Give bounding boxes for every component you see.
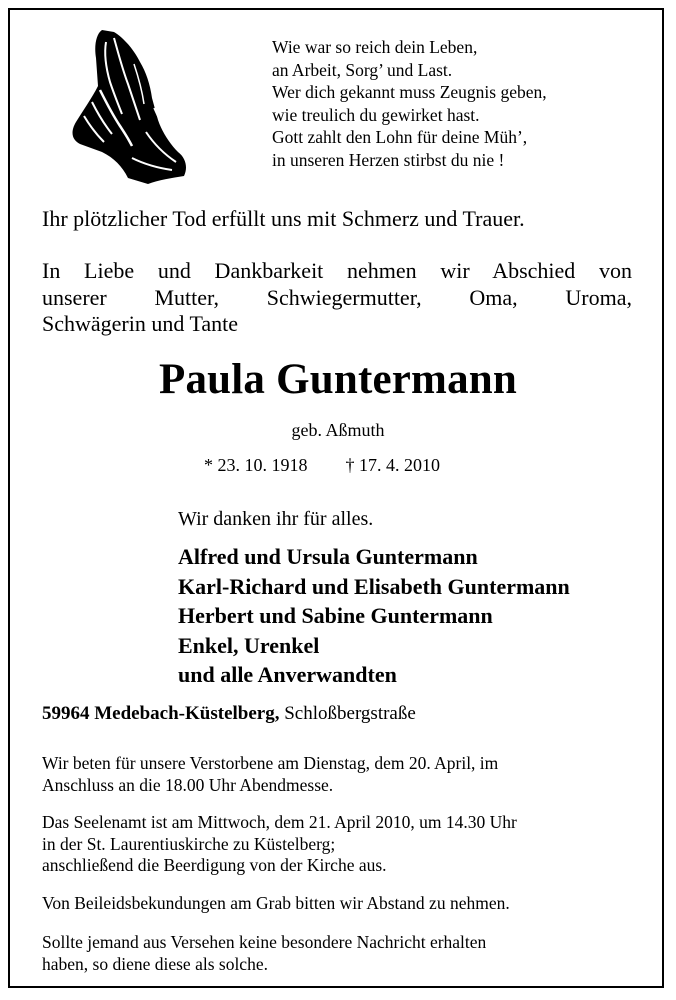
- mourners-list: [178, 542, 570, 690]
- poem: [272, 36, 547, 171]
- poem-line: Gott zahlt den Lohn für deine Müh’,: [272, 127, 528, 147]
- maiden-name: geb. Aßmuth: [291, 420, 385, 440]
- notice-line: Von Beileidsbekundungen am Grab bitten wir Abstand zu nehmen.: [42, 893, 510, 913]
- thanks-line: Wir danken ihr für alles.: [178, 508, 374, 530]
- notice-prayer: [42, 753, 498, 796]
- intro-sentence: Ihr plötzlicher Tod erfüllt uns mit Schmerz und Trauer.: [42, 206, 525, 231]
- address-street: Schloßbergstraße: [284, 703, 416, 724]
- mourner: Alfred und Ursula Guntermann: [178, 544, 478, 569]
- mourner: Enkel, Urenkel: [178, 632, 320, 658]
- intro-line: Schwägerin und Tante: [42, 311, 239, 336]
- notice-line: in der St. Laurentiuskirche zu Küstelberg;: [42, 833, 336, 854]
- intro-line: unserer Mutter, Schwiegermutter, Oma, Uroma,: [42, 284, 632, 310]
- poem-line: an Arbeit, Sorg’ und Last.: [272, 59, 453, 80]
- praying-hands-icon: [62, 28, 192, 186]
- poem-line: wie treulich du gewirket hast.: [272, 104, 480, 125]
- mourner: Herbert und Sabine Guntermann: [178, 603, 493, 628]
- notice-requiem: [42, 812, 517, 877]
- notice-line: anschließend die Beerdigung von der Kirche aus.: [42, 855, 387, 875]
- birth-date: * 23. 10. 1918: [204, 455, 308, 475]
- intro-line: In Liebe und Dankbarkeit nehmen wir Abschied von: [42, 258, 632, 283]
- notice-line: haben, so diene diese als solche.: [42, 953, 268, 974]
- notice-line: Wir beten für unsere Verstorbene am Dienstag, dem 20. April, im: [42, 753, 499, 773]
- poem-line: Wie war so reich dein Leben,: [272, 37, 478, 57]
- poem-line: Wer dich gekannt muss Zeugnis geben,: [272, 82, 547, 102]
- notice-announcement: [42, 932, 486, 975]
- intro-paragraph: [42, 258, 632, 338]
- mourner: und alle Anverwandten: [178, 662, 397, 687]
- deceased-name: Paula Guntermann: [159, 356, 517, 403]
- notice-line: Sollte jemand aus Versehen keine besondere Nachricht erhalten: [42, 932, 487, 952]
- address-city: 59964 Medebach-Küstelberg,: [42, 703, 280, 724]
- life-dates: [204, 455, 440, 476]
- death-date: † 17. 4. 2010: [345, 455, 440, 475]
- mourner: Karl-Richard und Elisabeth Guntermann: [178, 573, 570, 599]
- poem-line: in unseren Herzen stirbst du nie !: [272, 149, 505, 170]
- notice-condolences: [42, 893, 510, 915]
- address: [42, 703, 416, 725]
- notice-line: Anschluss an die 18.00 Uhr Abendmesse.: [42, 774, 334, 795]
- notice-line: Das Seelenamt ist am Mittwoch, dem 21. April 2010, um 14.30 Uhr: [42, 812, 517, 832]
